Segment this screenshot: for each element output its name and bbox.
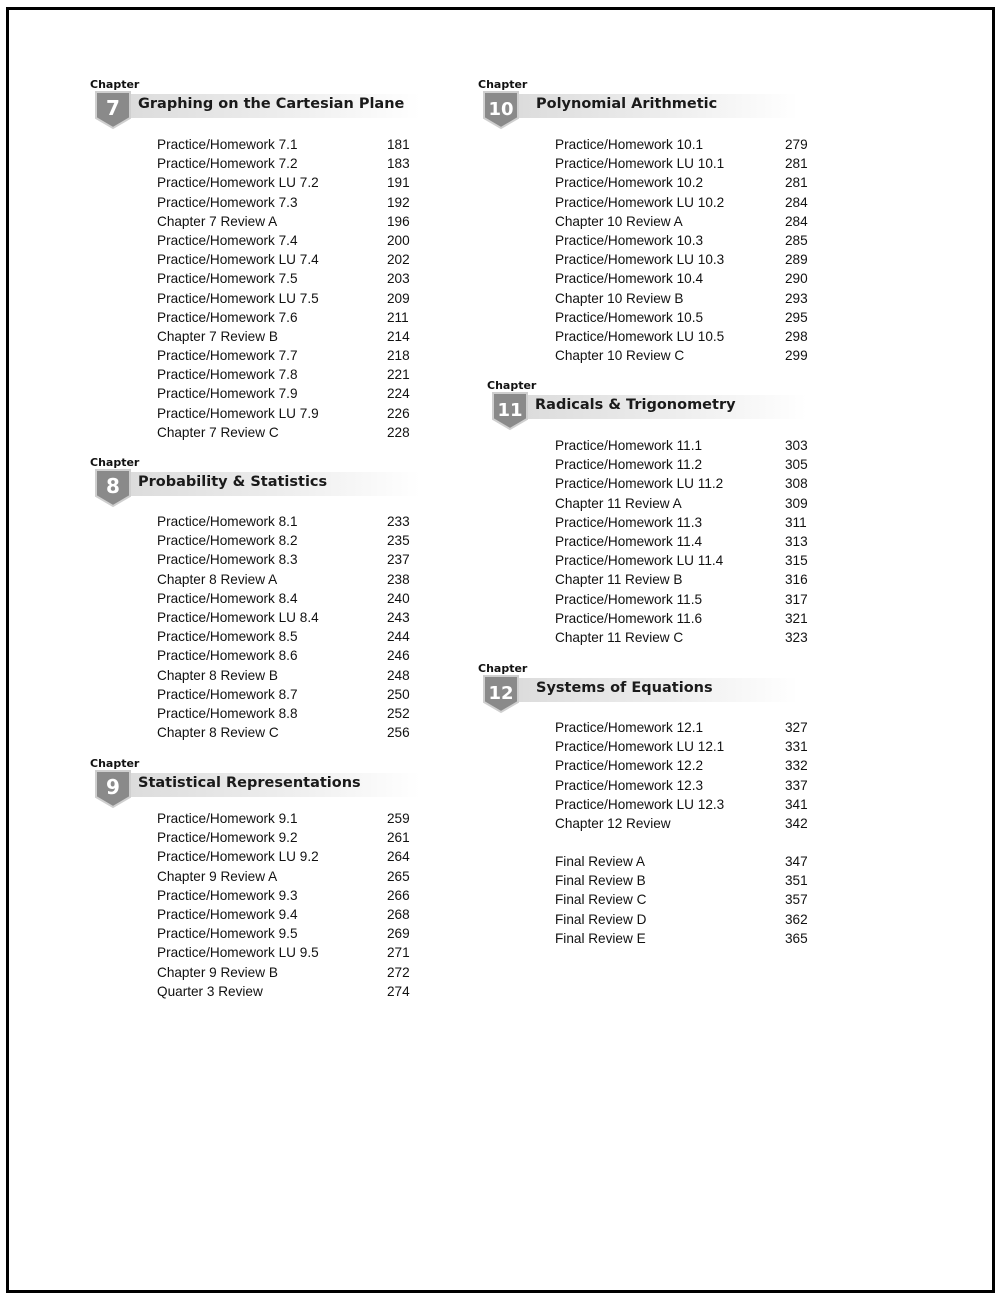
toc-entry-page: 303	[785, 438, 808, 453]
toc-entry	[555, 570, 815, 589]
toc-entry-page: 290	[785, 271, 808, 287]
toc-entry-label: Practice/Homework 9.5	[157, 926, 298, 942]
toc-entry	[555, 308, 815, 327]
toc-entry-label: Practice/Homework LU 10.5	[555, 328, 725, 344]
toc-entry-label: Practice/Homework 9.1	[157, 811, 298, 826]
toc-entry	[157, 982, 417, 1001]
toc-entry-label: Practice/Homework 12.2	[555, 758, 704, 774]
toc-entry-page: 233	[387, 514, 410, 529]
toc-entry-page: 289	[785, 252, 808, 268]
chapter-label: Chapter	[90, 757, 140, 770]
toc-entry-label: Chapter 12 Review	[555, 815, 671, 831]
toc-entry	[157, 250, 417, 269]
chapter-title: Probability & Statistics	[138, 474, 328, 490]
toc-entry	[555, 455, 815, 474]
toc-entry-label: Practice/Homework LU 10.3	[555, 252, 725, 268]
toc-entry-label: Practice/Homework 8.1	[157, 514, 298, 529]
toc-entry	[157, 269, 417, 288]
chapter-number-badge	[482, 674, 520, 714]
toc-entry-label: Practice/Homework 8.6	[157, 648, 298, 664]
chapter-number: 11	[497, 400, 523, 421]
chapter-title: Systems of Equations	[536, 680, 713, 696]
toc-entry-label: Practice/Homework LU 8.4	[157, 609, 319, 625]
toc-entry-label: Practice/Homework 10.4	[555, 271, 704, 287]
toc-entry-page: 243	[387, 609, 410, 625]
toc-entry	[157, 404, 417, 423]
toc-entry	[157, 589, 417, 608]
chapter-title: Polynomial Arithmetic	[536, 96, 718, 112]
toc-entry-label: Final Review A	[555, 854, 645, 869]
toc-entry-label: Practice/Homework 11.2	[555, 457, 703, 473]
toc-entry-label: Practice/Homework 11.5	[555, 591, 703, 607]
toc-entry	[555, 776, 815, 795]
toc-entry-page: 362	[785, 911, 808, 927]
toc-entry	[157, 346, 417, 365]
toc-entry	[157, 423, 417, 442]
toc-entry	[555, 231, 815, 250]
toc-entry-page: 226	[387, 405, 410, 421]
toc-entry-page: 323	[785, 629, 808, 645]
toc-entry-label: Practice/Homework LU 12.1	[555, 739, 725, 755]
toc-entry-page: 200	[387, 232, 410, 248]
chapter-7-entries	[157, 135, 417, 442]
toc-entry	[157, 365, 417, 384]
toc-entry-page: 271	[387, 945, 410, 961]
toc-entry-label: Practice/Homework 12.3	[555, 777, 704, 793]
toc-entry-page: 203	[387, 271, 410, 287]
toc-entry-label: Practice/Homework 10.1	[555, 137, 704, 152]
toc-entry-label: Practice/Homework 10.3	[555, 232, 704, 248]
toc-entry-page: 332	[785, 758, 808, 774]
toc-entry-label: Practice/Homework 7.1	[157, 137, 298, 152]
toc-entry-label: Practice/Homework LU 9.5	[157, 945, 319, 961]
toc-entry	[555, 532, 815, 551]
toc-entry-label: Final Review E	[555, 930, 646, 946]
chapter-8-entries	[157, 512, 417, 742]
toc-entry-label: Practice/Homework 9.2	[157, 830, 298, 846]
toc-entry	[555, 871, 815, 890]
chapter-number-badge	[94, 90, 132, 130]
toc-entry-label: Practice/Homework 8.5	[157, 629, 298, 645]
toc-entry-label: Practice/Homework 10.5	[555, 309, 704, 325]
toc-entry	[555, 929, 815, 948]
toc-entry	[157, 608, 417, 627]
toc-entry-page: 269	[387, 926, 410, 942]
toc-entry-label: Practice/Homework LU 10.2	[555, 194, 725, 210]
toc-entry-page: 274	[387, 983, 410, 999]
toc-entry-page: 308	[785, 476, 808, 492]
toc-entry-label: Chapter 9 Review A	[157, 868, 278, 884]
toc-entry	[157, 905, 417, 924]
toc-entry-page: 365	[785, 930, 808, 946]
toc-entry	[157, 327, 417, 346]
chapter-number: 9	[106, 775, 120, 799]
toc-entry	[157, 289, 417, 308]
toc-entry-label: Chapter 8 Review C	[157, 725, 279, 741]
toc-entry	[157, 550, 417, 569]
toc-entry	[157, 212, 417, 231]
toc-entry-page: 313	[785, 533, 808, 549]
toc-entry-page: 341	[785, 796, 808, 812]
toc-entry-label: Practice/Homework 7.8	[157, 367, 298, 383]
toc-entry	[157, 135, 417, 154]
toc-entry	[555, 609, 815, 628]
toc-entry-label: Practice/Homework 8.8	[157, 705, 298, 721]
toc-entry-label: Practice/Homework LU 7.2	[157, 175, 319, 191]
toc-entry-page: 311	[785, 514, 807, 530]
toc-entry-page: 191	[387, 175, 410, 191]
toc-entry-page: 256	[387, 725, 410, 741]
toc-entry-page: 357	[785, 892, 808, 908]
chapter-9-entries	[157, 809, 417, 1001]
toc-entry	[555, 154, 815, 173]
toc-entry-label: Practice/Homework 7.2	[157, 156, 298, 172]
toc-entry-label: Practice/Homework LU 7.9	[157, 405, 319, 421]
toc-entry-page: 284	[785, 213, 808, 229]
chapter-number-badge	[94, 468, 132, 508]
toc-entry-page: 298	[785, 328, 808, 344]
toc-entry-label: Chapter 7 Review A	[157, 213, 278, 229]
toc-entry	[555, 250, 815, 269]
toc-entry-label: Chapter 9 Review B	[157, 964, 278, 980]
chapter-number-badge	[491, 391, 529, 431]
toc-entry-page: 259	[387, 811, 410, 826]
toc-entry-page: 211	[387, 309, 409, 325]
chapter-label: Chapter	[478, 662, 528, 675]
toc-entry	[555, 135, 815, 154]
toc-entry-label: Chapter 8 Review A	[157, 571, 278, 587]
toc-entry	[157, 173, 417, 192]
toc-entry-label: Chapter 11 Review C	[555, 629, 684, 645]
toc-entry-label: Chapter 10 Review B	[555, 290, 684, 306]
toc-entry	[157, 723, 417, 742]
toc-entry	[157, 154, 417, 173]
toc-entry	[555, 795, 815, 814]
chapter-number: 12	[488, 683, 514, 704]
toc-entry-page: 183	[387, 156, 410, 172]
toc-entry	[157, 193, 417, 212]
toc-entry-page: 228	[387, 424, 410, 440]
toc-entry	[555, 910, 815, 929]
chapter-label: Chapter	[487, 379, 537, 392]
toc-entry-page: 281	[785, 175, 808, 191]
toc-entry-page: 265	[387, 868, 410, 884]
toc-entry-page: 224	[387, 386, 410, 402]
toc-entry-label: Practice/Homework 9.3	[157, 887, 298, 903]
toc-entry	[157, 867, 417, 886]
toc-entry-label: Chapter 8 Review B	[157, 667, 278, 683]
toc-entry-label: Practice/Homework 7.6	[157, 309, 298, 325]
toc-entry-label: Quarter 3 Review	[157, 983, 263, 999]
chapter-label: Chapter	[90, 78, 140, 91]
toc-entry-page: 281	[785, 156, 808, 172]
toc-entry	[555, 628, 815, 647]
toc-entry	[157, 666, 417, 685]
chapter-title: Radicals & Trigonometry	[535, 397, 736, 413]
toc-entry-page: 221	[387, 367, 410, 383]
page-border	[6, 7, 995, 1293]
toc-entry-label: Practice/Homework 11.4	[555, 533, 703, 549]
chapter-title: Graphing on the Cartesian Plane	[138, 96, 405, 112]
toc-entry-page: 218	[387, 348, 410, 364]
toc-entry-label: Practice/Homework 8.4	[157, 590, 298, 606]
toc-entry-page: 331	[785, 739, 808, 755]
toc-entry-page: 235	[387, 533, 410, 549]
toc-entry	[157, 886, 417, 905]
chapter-title: Statistical Representations	[138, 775, 361, 791]
chapter-label: Chapter	[478, 78, 528, 91]
toc-entry	[555, 193, 815, 212]
toc-entry-page: 337	[785, 777, 808, 793]
toc-entry-page: 181	[387, 137, 410, 152]
toc-entry-page: 264	[387, 849, 410, 865]
toc-entry-page: 272	[387, 964, 410, 980]
toc-entry-page: 248	[387, 667, 410, 683]
toc-entry-label: Chapter 11 Review A	[555, 495, 682, 511]
toc-entry-label: Final Review D	[555, 911, 647, 927]
toc-entry	[157, 924, 417, 943]
toc-entry-label: Practice/Homework 12.1	[555, 720, 704, 735]
toc-entry-label: Practice/Homework 7.4	[157, 232, 298, 248]
chapter-number: 8	[106, 474, 120, 498]
toc-entry-page: 240	[387, 590, 410, 606]
toc-entry	[555, 327, 815, 346]
toc-entry-label: Practice/Homework 7.3	[157, 194, 298, 210]
toc-entry	[555, 269, 815, 288]
toc-entry-label: Chapter 7 Review B	[157, 328, 278, 344]
chapter-10-entries	[555, 135, 815, 365]
toc-entry-page: 244	[387, 629, 410, 645]
chapter-number: 10	[488, 99, 514, 120]
toc-entry	[157, 963, 417, 982]
toc-entry-page: 209	[387, 290, 410, 306]
toc-entry-label: Practice/Homework 7.9	[157, 386, 298, 402]
toc-entry-label: Practice/Homework LU 12.3	[555, 796, 725, 812]
toc-entry-label: Practice/Homework 11.6	[555, 610, 703, 626]
toc-entry	[157, 231, 417, 250]
toc-entry	[157, 685, 417, 704]
toc-entry	[157, 627, 417, 646]
toc-entry-label: Chapter 11 Review B	[555, 572, 683, 588]
toc-entry-page: 252	[387, 705, 410, 721]
toc-entry	[157, 512, 417, 531]
toc-entry-page: 246	[387, 648, 410, 664]
toc-entry-page: 196	[387, 213, 410, 229]
toc-entry-page: 327	[785, 720, 808, 735]
toc-entry-page: 279	[785, 137, 808, 152]
toc-entry-page: 238	[387, 571, 410, 587]
toc-entry	[555, 346, 815, 365]
toc-entry	[555, 289, 815, 308]
toc-entry	[555, 756, 815, 775]
chapter-number: 7	[106, 96, 120, 120]
toc-entry-page: 293	[785, 290, 808, 306]
toc-entry	[157, 384, 417, 403]
toc-entry-page: 284	[785, 194, 808, 210]
toc-entry-label: Practice/Homework 11.1	[555, 438, 703, 453]
toc-entry	[157, 308, 417, 327]
toc-entry-page: 285	[785, 232, 808, 248]
chapter-label: Chapter	[90, 456, 140, 469]
chapter-number-badge	[94, 769, 132, 809]
toc-entry-page: 268	[387, 906, 410, 922]
toc-entry-label: Practice/Homework LU 9.2	[157, 849, 319, 865]
toc-entry-label: Chapter 10 Review C	[555, 348, 685, 364]
toc-entry-page: 309	[785, 495, 808, 511]
toc-entry	[555, 852, 815, 871]
toc-entry	[157, 704, 417, 723]
toc-entry	[555, 494, 815, 513]
toc-entry-page: 317	[785, 591, 808, 607]
toc-entry	[157, 828, 417, 847]
toc-entry-page: 214	[387, 328, 410, 344]
toc-entry-label: Practice/Homework LU 10.1	[555, 156, 725, 172]
chapter-number-badge	[482, 90, 520, 130]
toc-entry	[157, 531, 417, 550]
final-review-entries	[555, 852, 815, 948]
toc-entry	[555, 551, 815, 570]
toc-entry-label: Practice/Homework 8.7	[157, 686, 298, 702]
toc-entry-page: 342	[785, 815, 808, 831]
toc-entry	[555, 590, 815, 609]
toc-entry-label: Practice/Homework 8.3	[157, 552, 298, 568]
chapter-11-entries	[555, 436, 815, 647]
toc-entry	[555, 513, 815, 532]
toc-entry-page: 299	[785, 348, 808, 364]
toc-entry	[157, 847, 417, 866]
toc-entry	[157, 646, 417, 665]
toc-entry	[555, 718, 815, 737]
toc-entry-label: Final Review C	[555, 892, 647, 908]
toc-entry-label: Practice/Homework 9.4	[157, 906, 298, 922]
toc-entry	[555, 212, 815, 231]
toc-entry	[555, 474, 815, 493]
toc-entry-label: Chapter 10 Review A	[555, 213, 683, 229]
toc-entry-page: 316	[785, 572, 808, 588]
toc-entry-label: Final Review B	[555, 873, 646, 889]
toc-entry	[555, 173, 815, 192]
toc-entry	[555, 890, 815, 909]
toc-entry	[555, 737, 815, 756]
toc-entry-label: Practice/Homework LU 11.2	[555, 476, 724, 492]
toc-entry-label: Practice/Homework 7.5	[157, 271, 298, 287]
toc-entry-label: Practice/Homework LU 11.4	[555, 553, 724, 569]
toc-entry-page: 266	[387, 887, 410, 903]
toc-entry	[157, 943, 417, 962]
toc-entry	[555, 814, 815, 833]
toc-entry-label: Chapter 7 Review C	[157, 424, 279, 440]
toc-entry-page: 305	[785, 457, 808, 473]
toc-entry-page: 351	[785, 873, 808, 889]
toc-entry-page: 192	[387, 194, 410, 210]
toc-entry-page: 202	[387, 252, 410, 268]
toc-entry-page: 321	[785, 610, 808, 626]
toc-entry-page: 250	[387, 686, 410, 702]
toc-entry	[157, 809, 417, 828]
toc-entry	[555, 436, 815, 455]
toc-entry	[157, 570, 417, 589]
toc-entry-label: Practice/Homework 10.2	[555, 175, 704, 191]
toc-entry-label: Practice/Homework LU 7.5	[157, 290, 319, 306]
toc-entry-label: Practice/Homework 7.7	[157, 348, 298, 364]
toc-entry-page: 295	[785, 309, 808, 325]
toc-entry-page: 347	[785, 854, 808, 869]
toc-entry-page: 261	[387, 830, 410, 846]
chapter-12-entries	[555, 718, 815, 833]
toc-entry-label: Practice/Homework 8.2	[157, 533, 298, 549]
toc-entry-label: Practice/Homework 11.3	[555, 514, 703, 530]
toc-entry-page: 315	[785, 553, 808, 569]
toc-entry-label: Practice/Homework LU 7.4	[157, 252, 319, 268]
toc-entry-page: 237	[387, 552, 410, 568]
